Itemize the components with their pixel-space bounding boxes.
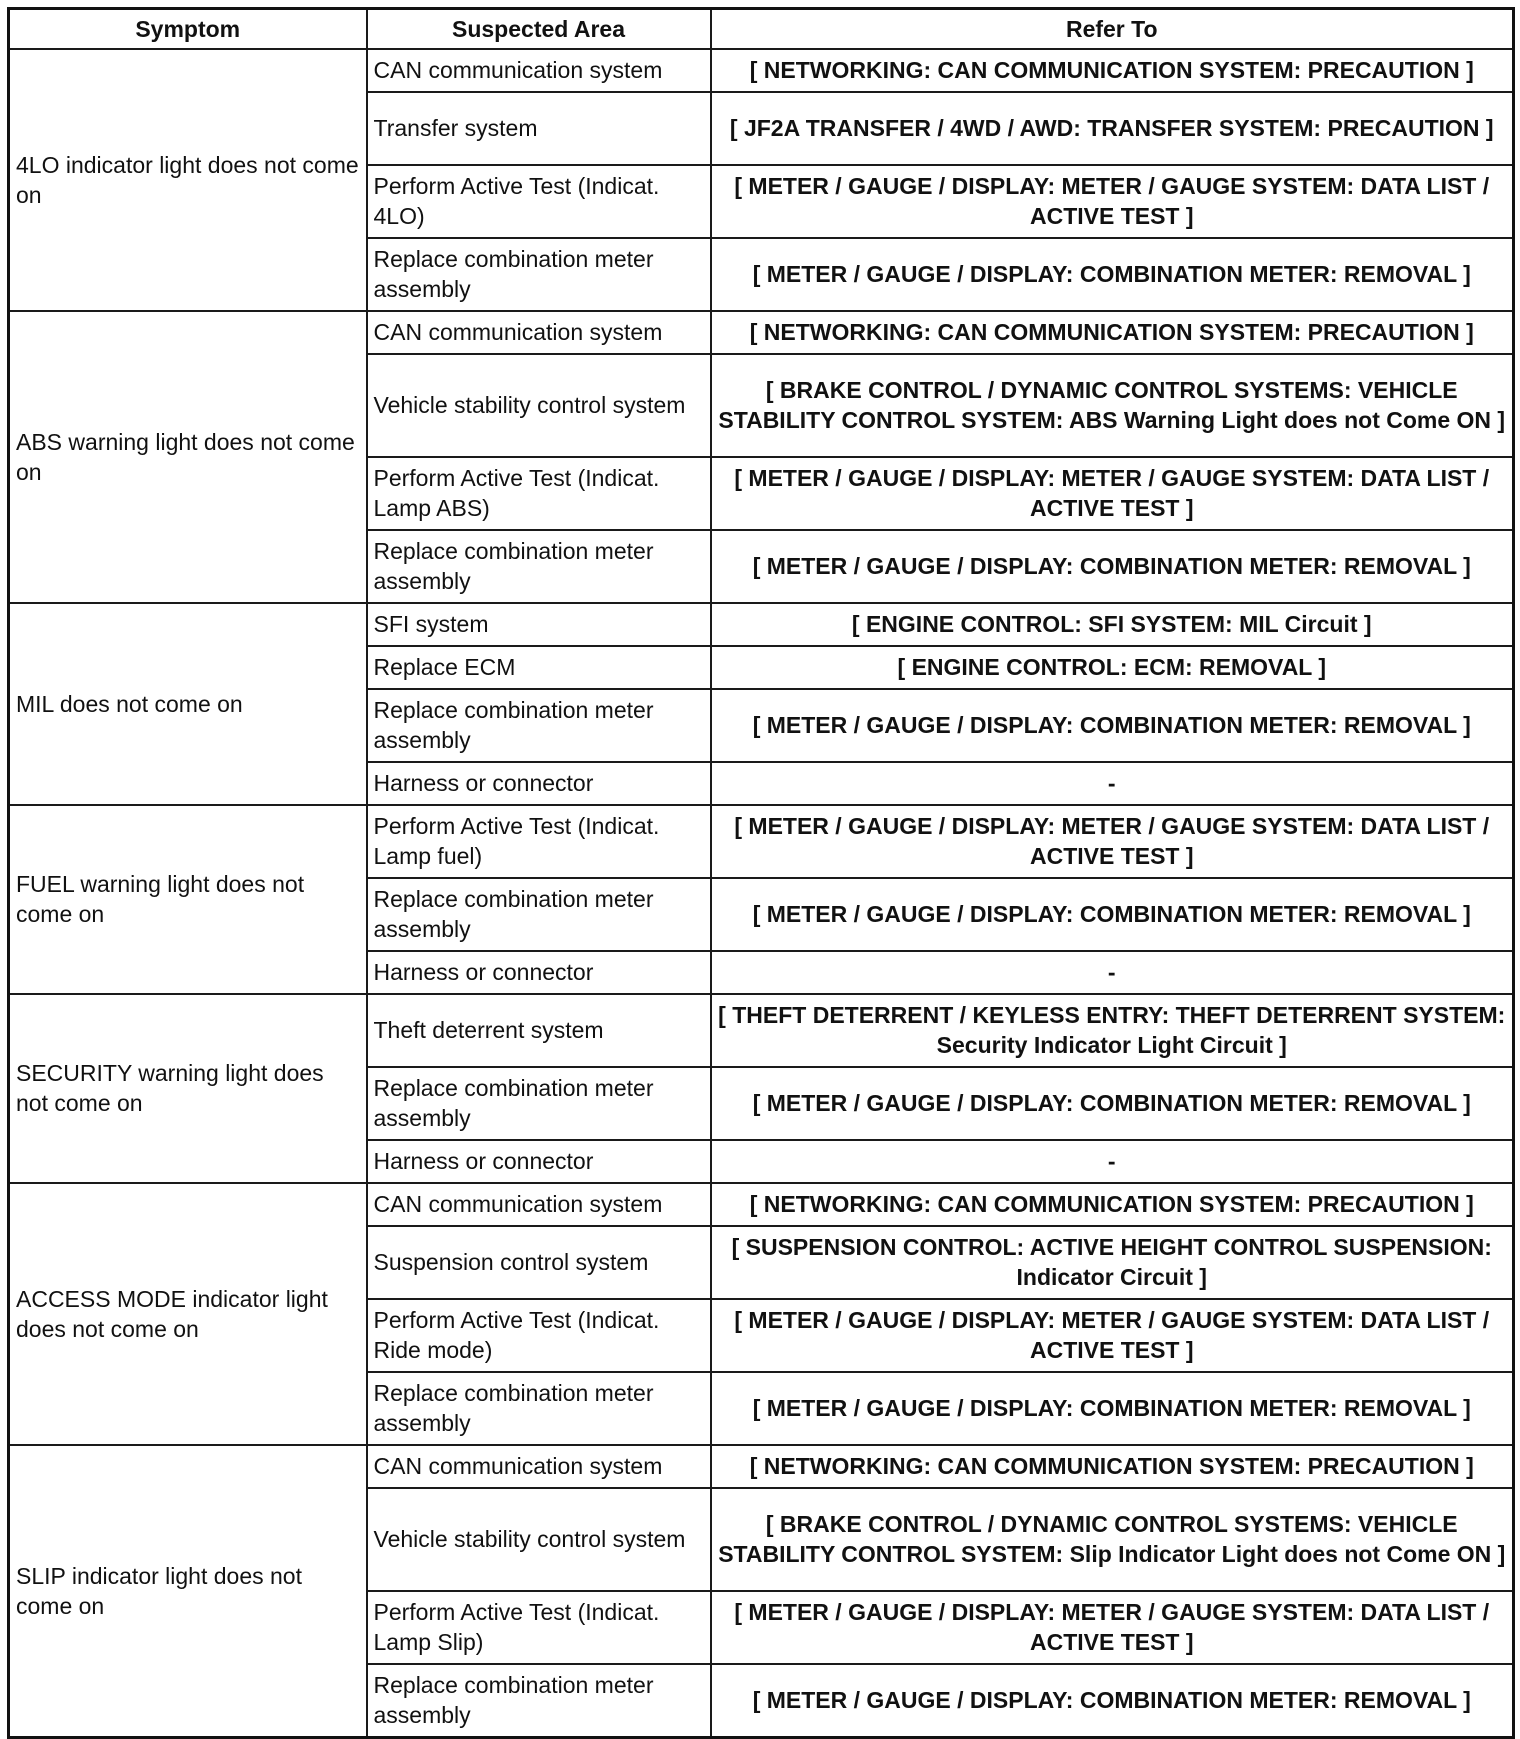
suspected-area-cell: Harness or connector: [367, 951, 711, 994]
symptom-cell: ABS warning light does not come on: [9, 311, 367, 603]
refer-to-placeholder: -: [711, 1140, 1514, 1183]
suspected-area-column-header: Suspected Area: [367, 9, 711, 50]
refer-to-link[interactable]: [ NETWORKING: CAN COMMUNICATION SYSTEM: PRECAUTION ]: [711, 1183, 1514, 1226]
refer-to-link[interactable]: [ ENGINE CONTROL: SFI SYSTEM: MIL Circuit ]: [711, 603, 1514, 646]
problem-symptoms-table: [7, 7, 1515, 1739]
refer-to-link[interactable]: [ METER / GAUGE / DISPLAY: COMBINATION METER: REMOVAL ]: [711, 689, 1514, 762]
table-row: [9, 994, 1514, 1067]
refer-to-link[interactable]: [ METER / GAUGE / DISPLAY: COMBINATION METER: REMOVAL ]: [711, 878, 1514, 951]
suspected-area-cell: Perform Active Test (Indicat. Lamp Slip): [367, 1591, 711, 1664]
refer-to-placeholder: -: [711, 951, 1514, 994]
suspected-area-cell: Harness or connector: [367, 762, 711, 805]
table-row: [9, 603, 1514, 646]
suspected-area-cell: Perform Active Test (Indicat. Lamp ABS): [367, 457, 711, 530]
suspected-area-cell: Vehicle stability control system: [367, 1488, 711, 1591]
refer-to-link[interactable]: [ METER / GAUGE / DISPLAY: COMBINATION METER: REMOVAL ]: [711, 530, 1514, 603]
symptom-cell: ACCESS MODE indicator light does not come on: [9, 1183, 367, 1445]
table-row: [9, 1183, 1514, 1226]
refer-to-placeholder: -: [711, 762, 1514, 805]
refer-to-link[interactable]: [ NETWORKING: CAN COMMUNICATION SYSTEM: PRECAUTION ]: [711, 1445, 1514, 1488]
table-header-row: [9, 9, 1514, 50]
table-row: [9, 49, 1514, 92]
suspected-area-cell: Perform Active Test (Indicat. 4LO): [367, 165, 711, 238]
refer-to-link[interactable]: [ METER / GAUGE / DISPLAY: COMBINATION METER: REMOVAL ]: [711, 1067, 1514, 1140]
refer-to-link[interactable]: [ METER / GAUGE / DISPLAY: COMBINATION METER: REMOVAL ]: [711, 1372, 1514, 1445]
refer-to-link[interactable]: [ METER / GAUGE / DISPLAY: COMBINATION METER: REMOVAL ]: [711, 1664, 1514, 1738]
suspected-area-cell: Perform Active Test (Indicat. Lamp fuel): [367, 805, 711, 878]
symptom-cell: SECURITY warning light does not come on: [9, 994, 367, 1183]
refer-to-link[interactable]: [ METER / GAUGE / DISPLAY: METER / GAUGE SYSTEM: DATA LIST / ACTIVE TEST ]: [711, 1591, 1514, 1664]
refer-to-link[interactable]: [ SUSPENSION CONTROL: ACTIVE HEIGHT CONTROL SUSPENSION: Indicator Circuit ]: [711, 1226, 1514, 1299]
refer-to-link[interactable]: [ THEFT DETERRENT / KEYLESS ENTRY: THEFT DETERRENT SYSTEM: Security Indicator Light Circuit ]: [711, 994, 1514, 1067]
suspected-area-cell: CAN communication system: [367, 311, 711, 354]
refer-to-column-header: Refer To: [711, 9, 1514, 50]
suspected-area-cell: Replace combination meter assembly: [367, 689, 711, 762]
symptom-cell: SLIP indicator light does not come on: [9, 1445, 367, 1738]
refer-to-link[interactable]: [ NETWORKING: CAN COMMUNICATION SYSTEM: PRECAUTION ]: [711, 49, 1514, 92]
table-row: [9, 311, 1514, 354]
refer-to-link[interactable]: [ BRAKE CONTROL / DYNAMIC CONTROL SYSTEMS: VEHICLE STABILITY CONTROL SYSTEM: ABS Warning Light does not Come ON ]: [711, 354, 1514, 457]
symptom-column-header: Symptom: [9, 9, 367, 50]
suspected-area-cell: Replace ECM: [367, 646, 711, 689]
symptom-cell: FUEL warning light does not come on: [9, 805, 367, 994]
refer-to-link[interactable]: [ ENGINE CONTROL: ECM: REMOVAL ]: [711, 646, 1514, 689]
refer-to-link[interactable]: [ BRAKE CONTROL / DYNAMIC CONTROL SYSTEMS: VEHICLE STABILITY CONTROL SYSTEM: Slip Indicator Light does not Come ON ]: [711, 1488, 1514, 1591]
suspected-area-cell: Replace combination meter assembly: [367, 238, 711, 311]
suspected-area-cell: Vehicle stability control system: [367, 354, 711, 457]
suspected-area-cell: Replace combination meter assembly: [367, 1372, 711, 1445]
suspected-area-cell: SFI system: [367, 603, 711, 646]
suspected-area-cell: Perform Active Test (Indicat. Ride mode): [367, 1299, 711, 1372]
refer-to-link[interactable]: [ METER / GAUGE / DISPLAY: METER / GAUGE SYSTEM: DATA LIST / ACTIVE TEST ]: [711, 1299, 1514, 1372]
table-row: [9, 1445, 1514, 1488]
suspected-area-cell: CAN communication system: [367, 1445, 711, 1488]
suspected-area-cell: Replace combination meter assembly: [367, 878, 711, 951]
suspected-area-cell: Replace combination meter assembly: [367, 1664, 711, 1738]
suspected-area-cell: CAN communication system: [367, 49, 711, 92]
suspected-area-cell: CAN communication system: [367, 1183, 711, 1226]
refer-to-link[interactable]: [ NETWORKING: CAN COMMUNICATION SYSTEM: PRECAUTION ]: [711, 311, 1514, 354]
symptom-cell: MIL does not come on: [9, 603, 367, 805]
suspected-area-cell: Replace combination meter assembly: [367, 1067, 711, 1140]
refer-to-link[interactable]: [ METER / GAUGE / DISPLAY: METER / GAUGE SYSTEM: DATA LIST / ACTIVE TEST ]: [711, 457, 1514, 530]
diagnosis-table-wrapper: [7, 7, 1515, 1739]
suspected-area-cell: Harness or connector: [367, 1140, 711, 1183]
refer-to-link[interactable]: [ METER / GAUGE / DISPLAY: COMBINATION METER: REMOVAL ]: [711, 238, 1514, 311]
symptom-cell: 4LO indicator light does not come on: [9, 49, 367, 311]
refer-to-link[interactable]: [ METER / GAUGE / DISPLAY: METER / GAUGE SYSTEM: DATA LIST / ACTIVE TEST ]: [711, 805, 1514, 878]
suspected-area-cell: Replace combination meter assembly: [367, 530, 711, 603]
table-row: [9, 805, 1514, 878]
suspected-area-cell: Suspension control system: [367, 1226, 711, 1299]
refer-to-link[interactable]: [ JF2A TRANSFER / 4WD / AWD: TRANSFER SYSTEM: PRECAUTION ]: [711, 92, 1514, 165]
suspected-area-cell: Transfer system: [367, 92, 711, 165]
suspected-area-cell: Theft deterrent system: [367, 994, 711, 1067]
refer-to-link[interactable]: [ METER / GAUGE / DISPLAY: METER / GAUGE SYSTEM: DATA LIST / ACTIVE TEST ]: [711, 165, 1514, 238]
